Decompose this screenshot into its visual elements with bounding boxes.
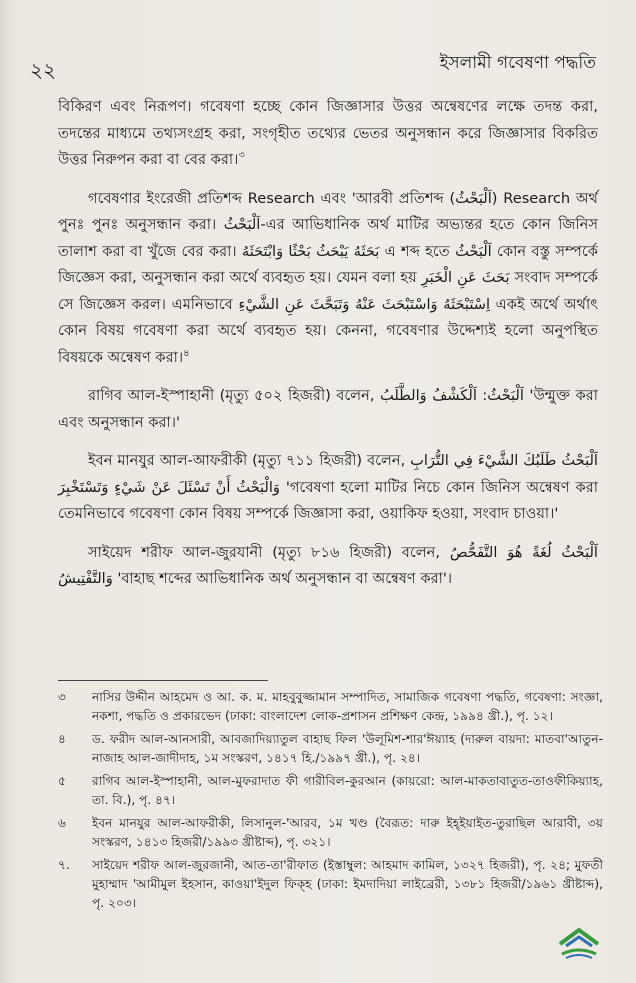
footnote-number: ৫	[58, 774, 66, 788]
footnote-number: ৪	[58, 732, 66, 746]
footnote-number: ৩	[58, 690, 66, 704]
footnote-text: রাগিব আল-ইস্পাহানী, আল-মুফরাদাত ফী গারীবিল-কুরআন (কায়রো: আল-মাকতাবাতুত-তাওফীকিয়্যাহ, তা. বি.), পৃ. ৪৭।	[92, 774, 603, 807]
footnote-text: ড. ফরীদ আল-আনসারী, আবজাদিয়্যাতুল বাহাছ ফিল 'উলূমিশ-শার'ঈয়্যাহ (দারুল বায়দা: মাতবা'আতুন-নাজাহ আল-জাদীদাহ, ১ম সংস্করণ, ১৪১৭ হি./১৯৯৭ খ্রী.), পৃ. ২৪।	[92, 732, 603, 765]
paragraph-1	[58, 94, 598, 174]
page-number: ২২	[30, 58, 57, 82]
footnotes	[58, 688, 603, 917]
paragraph-2	[58, 186, 598, 372]
publisher-logo-icon	[556, 920, 602, 960]
footnote-ref-4[interactable]: ৪	[183, 347, 190, 359]
footnote-5	[58, 772, 603, 810]
paragraph-3	[58, 383, 598, 436]
paragraph-2-text: গবেষণার ইংরেজী প্রতিশব্দ Research এবং 'আরবী প্রতিশব্দ (اَلْبَحْثُ) Research অর্থ পুনঃ পুনঃ অনুসন্ধান করা। اَلْبَحْثُ-এর আভিধানিক অর্থ মাটির অভ্যন্তর হতে কোন জিনিস তালাশ করা বা খুঁজে বের করা। بَحَثَهُ يَبْحَثُ بَحْثًا وَابْتَحَثَهُ এ শব্দ হতে اَلْبَحْثُ কোন বস্তু সম্পর্কে জিজ্ঞেস করা, অনুসন্ধান করা অর্থে ব্যবহৃত হয়। যেমন বলা হয় بَحَثَ عَنِ الْخَبَرِ সংবাদ সম্পর্কে সে জিজ্ঞেস করল। এমনিভাবে اِسْتَبْحَثَهُ وَاسْتَبْحَثَ عَنْهُ وَتَبَحَّثَ عَنِ الشَّيْءِ একই অর্থে অর্থাৎ কোন বিষয় গবেষণা করা অর্থে ব্যবহৃত হয়। কেননা, গবেষণার উদ্দেশ্যই হলো অনুপস্থিত বিষয়কে অন্বেষণ করা।	[58, 189, 599, 366]
footnote-7	[58, 856, 603, 913]
paragraph-5-text: সাইয়েদ শরীফ আল-জুরযানী (মৃত্যু ৮১৬ হিজরী) বলেন, اَلْبَحْثُ لُغَةً هُوَ التَّفَحُّصُ وَالتَّفْتِيشُ 'বাহাছ শব্দের আভিধানিক অর্থ অনুসন্ধান বা অন্বেষণ করা'।	[58, 543, 598, 587]
paragraph-3-text: রাগিব আল-ইস্পাহানী (মৃত্যু ৫০২ হিজরী) বলেন, اَلْبَحْثُ: اَلْكَشْفُ وَالطَّلَبُ 'উন্মুক্ত করা এবং অনুসন্ধান করা।'	[58, 387, 598, 431]
footnote-divider	[58, 680, 268, 681]
paragraph-5	[58, 540, 598, 593]
body-text	[58, 94, 598, 605]
footnote-6	[58, 814, 603, 852]
footnote-4	[58, 730, 603, 768]
footnote-text: ইবন মানযুর আল-আফরীকী, লিসানুল-'আরব, ১ম খণ্ড (বৈরূত: দারু ইহ্ইয়াইত-তুরাছিল আরাবী, ৩য় সংস্করণ, ১৪১৩ হিজরী/১৯৯৩ খ্রীষ্টাব্দ), পৃ. ৩২১।	[92, 816, 603, 849]
footnote-text: সাইয়েদ শরীফ আল-জুরজানী, আত-তা'রীফাত (ইস্তাম্বুল: আহমাদ কামিল, ১৩২৭ হিজরী), পৃ. ২৪; মুফতী মুহাম্মাদ 'আমীমুল ইহসান, কাওয়া'ইদুল ফিক্হ (ঢাকা: ইমদাদিয়া লাইব্রেরী, ১৩৮১ হিজরী/১৯৬১ খ্রীষ্টাব্দ), পৃ. ২০৩।	[92, 858, 603, 910]
running-title: ইসলামী গবেষণা পদ্ধতি	[439, 53, 596, 73]
footnote-number: ৬	[58, 816, 66, 830]
footnote-3	[58, 688, 603, 726]
footnote-number: ৭.	[58, 858, 70, 872]
paragraph-4-text: ইবন মানযুর আল-আফরীকী (মৃত্যু ৭১১ হিজরী) বলেন, اَلْبَحْثُ طَلَبُكَ الشَّيْءَ فِي التُّرَابِ وَالْبَحْثُ أَنْ تَسْئَلَ عَنْ شَيْءٍ وَتَسْتَخْبِرَ 'গবেষণা হলো মাটির নিচে কোন জিনিস অন্বেষণ করা তেমনিভাবে গবেষণা কোন বিষয় সম্পর্কে জিজ্ঞাসা করা, ওয়াকিফ হওয়া, সংবাদ চাওয়া।'	[58, 452, 599, 522]
paragraph-1-text: বিকিরণ এবং নিরূপণ। গবেষণা হচ্ছে কোন জিজ্ঞাসার উত্তর অন্বেষণের লক্ষে তদন্ত করা, তদন্তের মাধ্যমে তথ্যসংগ্রহ করা, সংগৃহীত তথ্যের ভেতর অনুসন্ধান করে জিজ্ঞাসার বিকরিত উত্তর নিরুপন করা বা বের করা।	[58, 98, 598, 168]
footnote-text: নাসির উদ্দীন আহমেদ ও আ. ক. ম. মাহবুবুজ্জামান সম্পাদিত, সামাজিক গবেষণা পদ্ধতি, গবেষণা: সংজ্ঞা, নকশা, পদ্ধতি ও প্রকারভেদ (ঢাকা: বাংলাদেশ লোক-প্রশাসন প্রশিক্ষণ কেন্দ্র, ১৯৯৪ খ্রী.), পৃ. ১২।	[92, 690, 603, 723]
paragraph-4	[58, 448, 598, 528]
footnote-ref-3[interactable]: ৩	[238, 150, 245, 162]
